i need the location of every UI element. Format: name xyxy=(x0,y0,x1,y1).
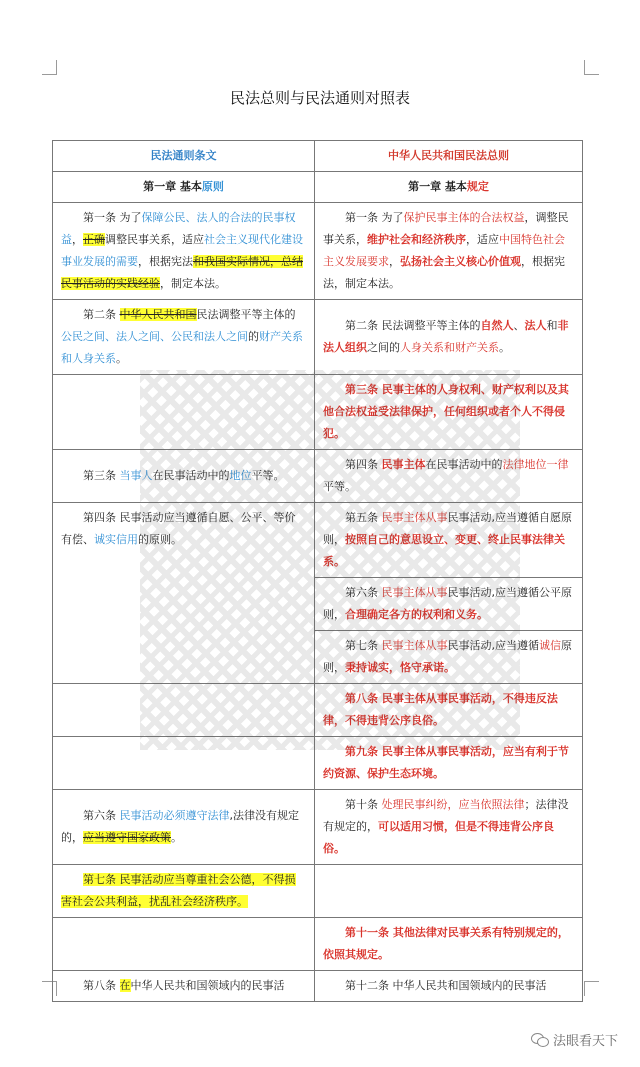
text-added: 秉持诚实，恪守承诺。 xyxy=(345,661,455,674)
cell-right-art4 xyxy=(315,450,583,503)
text: 民事活动,应当遵循公平原则， xyxy=(323,586,572,621)
text-changed: 民事主体从事 xyxy=(381,639,448,652)
text: 民事活动,应当遵循自愿原则， xyxy=(323,511,572,546)
text-deleted: 在 xyxy=(119,979,131,992)
table-row xyxy=(53,375,583,450)
text: 第十条 xyxy=(345,798,382,811)
chapter-left-text: 第一章 基本 xyxy=(143,180,202,193)
text-added: 合理确定各方的权利和义务。 xyxy=(345,608,488,621)
chapter-left-emph: 原则 xyxy=(201,180,224,193)
table-header-row xyxy=(53,141,583,172)
text-changed: 社会主义现代化建设事业发展的需要 xyxy=(61,233,303,268)
table-row xyxy=(53,737,583,790)
cell-left-empty xyxy=(53,737,315,790)
text: ；法律没有规定的， xyxy=(323,798,569,833)
text: 第二条 xyxy=(83,308,120,321)
text-deleted: 正确 xyxy=(83,233,105,246)
cell-right-art2 xyxy=(315,300,583,375)
text: 第六条 xyxy=(345,586,382,599)
cell-left-empty xyxy=(53,918,315,971)
text-changed: 保护民事主体的合法权益 xyxy=(403,211,525,224)
footer-brand xyxy=(531,1030,618,1049)
cell-right-art10 xyxy=(315,790,583,865)
text-changed: 中国特色社会主义发展要求 xyxy=(323,233,565,268)
cell-left-empty xyxy=(53,684,315,737)
cell-right-art9: 第九条 民事主体从事民事活动，应当有利于节约资源、保护生态环境。 xyxy=(315,737,583,790)
text: 的原则。 xyxy=(138,533,182,546)
text-deleted: 第七条 民事活动应当尊重社会公德，不得损害社会公共利益，扰乱社会经济秩序。 xyxy=(61,873,296,908)
text: 在民事活动中的 xyxy=(425,458,503,471)
text: 第一条 为了 xyxy=(345,211,404,224)
text-changed: 民事主体从事 xyxy=(381,511,448,524)
text-added: 弘扬社会主义核心价值观 xyxy=(400,255,521,268)
text-changed: 民事主体从事 xyxy=(381,586,448,599)
header-left: 民法通则条文 xyxy=(53,141,315,172)
cell-right-art8: 第八条 民事主体从事民事活动，不得违反法律，不得违背公序良俗。 xyxy=(315,684,583,737)
text-deleted: 应当遵守国家政策 xyxy=(83,831,171,844)
text-changed: 财产关系和人身关系 xyxy=(61,330,303,365)
text: 第三条 xyxy=(83,469,120,482)
text: 第四条 民事活动应当遵循自愿、公平、等价有偿、 xyxy=(61,511,296,546)
text: ，根据宪法 xyxy=(138,255,193,268)
text: 平等。 xyxy=(251,469,285,482)
wechat-icon xyxy=(531,1032,549,1047)
crop-mark-top-left xyxy=(42,60,57,75)
text: 第四条 xyxy=(345,458,382,471)
table-row xyxy=(53,203,583,300)
crop-mark-top-right xyxy=(584,60,599,75)
table-row xyxy=(53,790,583,865)
table-row xyxy=(53,450,583,503)
text: 民事活动,应当遵循 xyxy=(447,639,539,652)
text: ，调整民事关系， xyxy=(323,211,569,246)
text: 、 xyxy=(513,319,525,332)
cell-left-art3 xyxy=(53,450,315,503)
text: 第五条 xyxy=(345,511,382,524)
text: 和 xyxy=(546,319,558,332)
table-row xyxy=(53,865,583,918)
cell-left-art4 xyxy=(53,503,315,684)
text-added: 非法人组织 xyxy=(323,319,569,354)
table-row xyxy=(53,918,583,971)
text: 之间的 xyxy=(367,341,400,354)
table-row xyxy=(53,300,583,375)
text: ， xyxy=(389,255,400,268)
chapter-right-text: 第一章 基本 xyxy=(408,180,467,193)
document-title: 民法总则与民法通则对照表 xyxy=(229,89,410,107)
text: 第一条 为了 xyxy=(83,211,142,224)
text-changed: 民事活动必须遵守法律 xyxy=(119,809,230,822)
cell-right-art6 xyxy=(315,578,583,631)
text-added: 法人 xyxy=(524,319,547,332)
text-deleted: 中华人民共和国 xyxy=(119,308,197,321)
text: 中华人民共和国领域内的民事活 xyxy=(130,979,285,992)
cell-right-art1 xyxy=(315,203,583,300)
header-right: 中华人民共和国民法总则 xyxy=(315,141,583,172)
text: ，适应 xyxy=(466,233,499,246)
chapter-right-emph: 规定 xyxy=(466,180,489,193)
text: 第六条 xyxy=(83,809,120,822)
footer-text: 法眼看天下 xyxy=(552,1034,618,1049)
text-added: 可以适用习惯，但是不得违背公序良俗。 xyxy=(323,820,554,855)
text-added: 民事主体 xyxy=(381,458,426,471)
text-changed: 法律地位一律 xyxy=(502,458,569,471)
text-changed: 人身关系和财产关系 xyxy=(400,341,499,354)
text: 民法调整平等主体的 xyxy=(196,308,296,321)
text: 。 xyxy=(116,352,127,365)
cell-right-art3: 第三条 民事主体的人身权利、财产权利以及其他合法权益受法律保护，任何组织或者个人不得侵犯。 xyxy=(315,375,583,450)
text: 调整民事关系，适应 xyxy=(105,233,204,246)
table-row xyxy=(53,971,583,1002)
text-added: 维护社会和经济秩序 xyxy=(367,233,466,246)
cell-right-empty xyxy=(315,865,583,918)
text-changed: 地位 xyxy=(229,469,252,482)
text: ，制定本法。 xyxy=(160,277,226,290)
cell-right-art7 xyxy=(315,631,583,684)
text-deleted: 和我国实际情况，总结民事活动的实践经验 xyxy=(61,255,303,290)
text: 第八条 xyxy=(83,979,120,992)
text: 。 xyxy=(171,831,182,844)
table-row xyxy=(53,684,583,737)
text-changed: 保障公民、法人的合法的民事权益 xyxy=(61,211,296,246)
cell-left-art6 xyxy=(53,790,315,865)
text-changed: 公民之间、法人之间、公民和法人之间 xyxy=(61,330,248,343)
text-added: 自然人 xyxy=(480,319,514,332)
table-row xyxy=(53,503,583,578)
cell-left-art7 xyxy=(53,865,315,918)
chapter-left xyxy=(53,172,315,203)
text: 原则， xyxy=(323,639,572,674)
chapter-right xyxy=(315,172,583,203)
text: 第二条 民法调整平等主体的 xyxy=(345,319,481,332)
text: ，根据宪法，制定本法。 xyxy=(323,255,565,290)
cell-left-art2 xyxy=(53,300,315,375)
text-changed: 处理民事纠纷，应当依照法律 xyxy=(381,798,525,811)
cell-right-art11: 第十一条 其他法律对民事关系有特别规定的，依照其规定。 xyxy=(315,918,583,971)
chapter-row xyxy=(53,172,583,203)
crop-mark-bottom-right xyxy=(584,981,599,996)
text: ， xyxy=(72,233,83,246)
text-changed: 当事人 xyxy=(119,469,153,482)
cell-left-empty xyxy=(53,375,315,450)
text: ,法律没有规定的， xyxy=(61,809,299,844)
cell-right-art5 xyxy=(315,503,583,578)
text: 。 xyxy=(499,341,510,354)
text: 平等。 xyxy=(323,480,356,493)
comparison-table xyxy=(52,140,583,1002)
cell-right-art12: 第十二条 中华人民共和国领域内的民事活 xyxy=(315,971,583,1002)
text: 在民事活动中的 xyxy=(152,469,230,482)
text-changed: 诚实信用 xyxy=(94,533,138,546)
cell-left-art8 xyxy=(53,971,315,1002)
text-changed: 诚信 xyxy=(539,639,561,652)
cell-left-art1 xyxy=(53,203,315,300)
text: 的 xyxy=(248,330,259,343)
text-added: 按照自己的意思设立、变更、终止民事法律关系。 xyxy=(323,533,565,568)
text: 第七条 xyxy=(345,639,382,652)
